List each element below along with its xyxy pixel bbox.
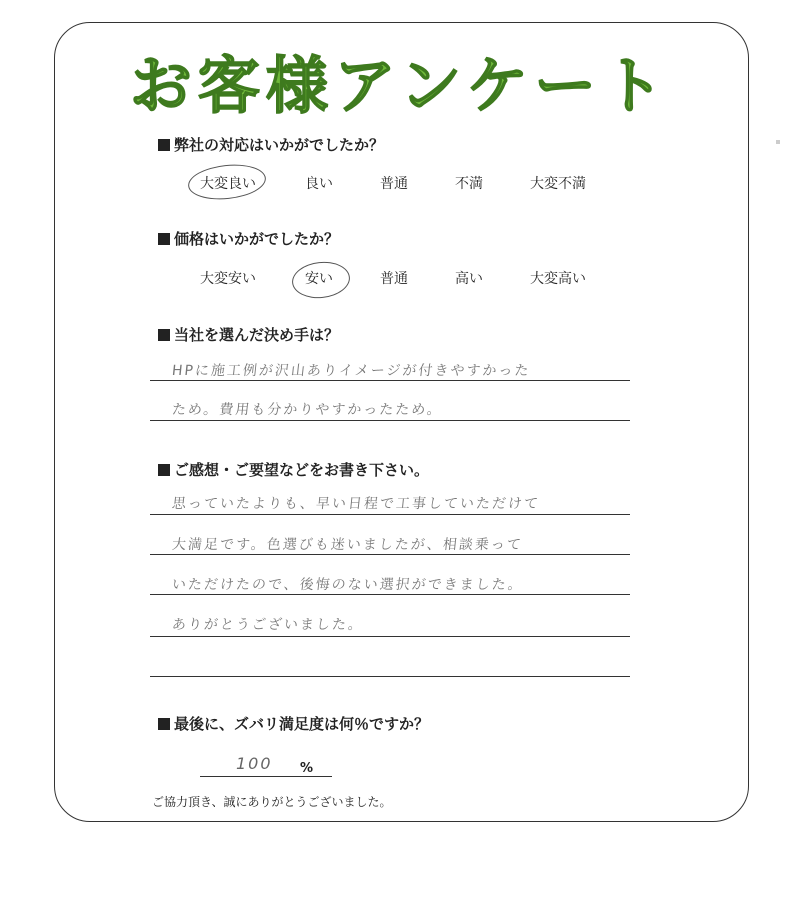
answer-rule: [150, 594, 630, 595]
satisfaction-rule: [200, 776, 332, 777]
thank-you-footer: ご協力頂き、誠にありがとうございました。: [152, 795, 392, 809]
answer-rule: [150, 420, 630, 421]
square-bullet-icon: [158, 329, 170, 341]
answer-rule: [150, 380, 630, 381]
question-satisfaction-text: 最後に、ズバリ満足度は何％ですか？: [174, 715, 430, 733]
question-comments-text: ご感想・ご要望などをお書き下さい。: [174, 461, 430, 479]
reason-answer-line-2: ため。費用も分かりやすかったため。: [171, 402, 444, 418]
question-satisfaction: [158, 713, 429, 734]
square-bullet-icon: [158, 464, 170, 476]
question-price-text: 価格はいかがでしたか？: [174, 230, 340, 248]
option-service-5[interactable]: 大変不満: [530, 176, 586, 192]
percent-unit: %: [300, 761, 314, 776]
question-service-text: 弊社の対応はいかがでしたか？: [174, 136, 385, 154]
option-price-3[interactable]: 普通: [380, 271, 408, 287]
reason-answer-line-1: HPに施工例が沢山ありイメージが付きやすかった: [171, 363, 532, 379]
square-bullet-icon: [158, 718, 170, 730]
option-service-2[interactable]: 良い: [305, 176, 333, 192]
answer-rule: [150, 636, 630, 637]
answer-rule: [150, 554, 630, 555]
option-price-4[interactable]: 高い: [455, 271, 483, 287]
question-price: [158, 228, 339, 249]
question-service: [158, 134, 384, 155]
comments-answer-line-3: いただけたので、後悔のない選択ができました。: [171, 577, 525, 593]
survey-title: お客様アンケート: [129, 49, 671, 122]
scan-speck: [776, 140, 780, 144]
option-service-4[interactable]: 不満: [455, 176, 483, 192]
square-bullet-icon: [158, 233, 170, 245]
question-reason-text: 当社を選んだ決め手は？: [174, 326, 340, 344]
question-comments: [158, 459, 429, 480]
satisfaction-value[interactable]: 100: [236, 754, 273, 773]
option-price-5[interactable]: 大変高い: [530, 271, 586, 287]
option-price-2[interactable]: 安い: [305, 271, 333, 287]
question-reason: [158, 324, 339, 345]
option-price-1[interactable]: 大変安い: [200, 271, 256, 287]
option-service-1[interactable]: 大変良い: [200, 176, 256, 192]
comments-answer-line-1: 思っていたよりも、早い日程で工事していただけて: [171, 496, 541, 512]
answer-rule: [150, 514, 630, 515]
option-service-3[interactable]: 普通: [380, 176, 408, 192]
square-bullet-icon: [158, 139, 170, 151]
answer-rule: [150, 676, 630, 677]
comments-answer-line-4: ありがとうございました。: [171, 617, 365, 633]
comments-answer-line-2: 大満足です。色選びも迷いましたが、相談乗って: [171, 537, 524, 553]
